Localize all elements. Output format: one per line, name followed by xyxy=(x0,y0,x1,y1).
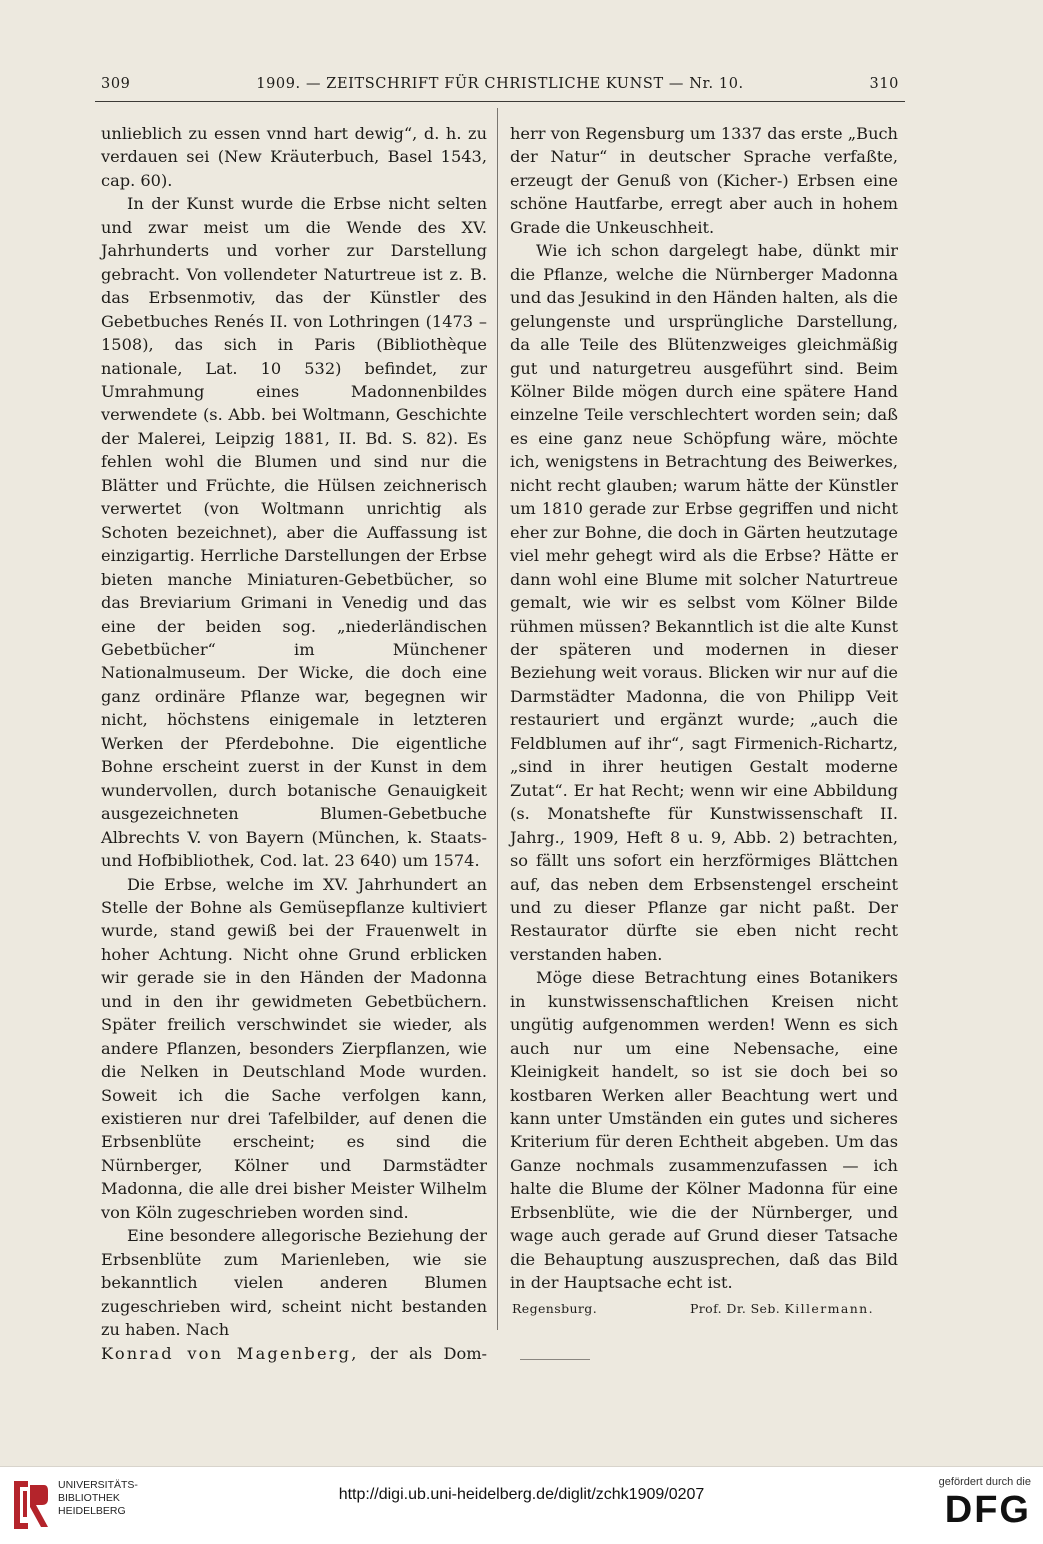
running-header xyxy=(95,72,905,102)
signature-title: Prof. Dr. Seb. xyxy=(689,1300,781,1316)
signature-author xyxy=(690,1297,874,1320)
left-column xyxy=(101,122,487,1365)
end-rule xyxy=(520,1359,590,1360)
right-column xyxy=(510,122,898,1320)
signature-name: Killermann. xyxy=(784,1300,874,1316)
library-name-line3: HEIDELBERG xyxy=(58,1505,126,1517)
page-number-left: 309 xyxy=(101,76,131,92)
dfg-wordmark: DFG xyxy=(944,1489,1031,1531)
column-divider xyxy=(497,108,498,1330)
signature-line xyxy=(510,1297,898,1320)
dfg-logo[interactable] xyxy=(921,1476,1031,1536)
library-name-line2: BIBLIOTHEK xyxy=(58,1492,120,1504)
paragraph-continued xyxy=(101,1342,487,1365)
paragraph: unlieblich zu essen vnnd hart dewig“, d. h. zu verdauen sei (New Kräuterbuch, Basel 1543, cap. 60). xyxy=(101,124,487,190)
paragraph: Die Erbse, welche im XV. Jahrhundert an Stelle der Bohne als Gemüsepflanze kultiviert wurde, stand gewiß bei der Frauenwelt in hoher Achtung. Nicht ohne Grund erblicken wir gerade sie in den Händen der Madonna und in den ihr gewidmeten Gebetbüchern. Später freilich verschwindet sie wieder, als andere Pflanzen, besonders Zierpflanzen, wie die Nelken in Deutschland Mode wurden. Soweit ich die Sache verfolgen kann, existieren nur drei Tafelbilder, auf denen die Erbsenblüte erscheint; es sind die Nürnberger, Kölner und Darmstädter Madonna, die alle drei bisher Meister Wilhelm von Köln zugeschrieben worden sind. xyxy=(101,874,487,1222)
paragraph: Möge diese Betrachtung eines Botanikers in kunstwissenschaftlichen Kreisen nicht ungütig aufgenommen werden! Wenn es sich auch nur um eine Nebensache, eine Kleinigkeit handelt, so ist sie doch bei so kostbaren Werken aller Beachtung wert und kann unter Umständen ein gutes und sicheres Kriterium für deren Echtheit abgeben. Um das Ganze nochmals zusammenzufassen — ich halte die Blume der Kölner Madonna für eine Erbsenblüte, wie die der Nürnberger, und wage auch gerade auf Grund dieser Tatsache die Behauptung auszusprechen, daß das Bild in der Hauptsache echt ist. xyxy=(510,968,898,1293)
paragraph: Eine besondere allegorische Beziehung der Erbsenblüte zum Marienleben, wie sie bekanntlich vielen anderen Blumen zugeschrieben wird, scheint nicht bestanden zu haben. Nach xyxy=(101,1226,487,1340)
journal-title: 1909. — ZEITSCHRIFT FÜR CHRISTLICHE KUNST — Nr. 10. xyxy=(256,76,744,92)
text-fragment: der als Dom- xyxy=(358,1343,488,1363)
footer-bar xyxy=(0,1466,1043,1544)
header-rule xyxy=(95,101,905,102)
paragraph: Wie ich schon dargelegt habe, dünkt mir die Pflanze, welche die Nürnberger Madonna und das Jesukind in den Händen halten, als die gelungenste und ursprüngliche Darstellung, da alle Teile des Blütenzweiges gleichmäßig gut und naturgetreu ausgeführt sind. Beim Kölner Bilde mögen durch eine spätere Hand einzelne Teile verschlechtert worden sein; daß es eine ganz neue Schöpfung wäre, möchte ich, wenigstens in Betrachtung des Beiwerkes, nicht recht glauben; warum hätte der Künstler um 1810 gerade zur Erbse gegriffen und nicht eher zur Bohne, die doch in Gärten heutzutage viel mehr gehegt wird als die Erbse? Hätte er dann wohl eine Blume mit solcher Naturtreue gemalt, wie wir es selbst vom Kölner Bilde rühmen müssen? Bekanntlich ist die alte Kunst der späteren und modernen in dieser Beziehung weit voraus. Blicken wir nur auf die Darmstädter Madonna, die von Philipp Veit restauriert und ergänzt wurde; „auch die Feldblumen auf ihr“, sagt Firmenich-Richartz, „sind in ihrer heutigen Gestalt moderne Zutat“. Er hat Recht; wenn wir eine Abbildung (s. Monatshefte für Kunstwissenschaft II. Jahrg., 1909, Heft 8 u. 9, Abb. 2) betrachten, so fällt uns sofort ein herzförmiges Blättchen auf, das neben dem Erbsenstengel erscheint und zu dieser Pflanze gar nicht paßt. Der Restaurator dürfte sie eben nicht recht verstanden haben. xyxy=(510,241,898,964)
paragraph: herr von Regensburg um 1337 das erste „Buch der Natur“ in deutscher Sprache verfaßte, erzeugt der Genuß von (Kicher-) Erbsen eine schöne Hautfarbe, erregt aber auch in hohem Grade die Unkeuschheit. xyxy=(510,124,898,237)
author-name-spaced: Konrad von Magenberg, xyxy=(101,1343,359,1363)
library-name-line1: UNIVERSITÄTS- xyxy=(58,1479,138,1491)
source-url-link[interactable]: http://digi.ub.uni-heidelberg.de/diglit/zchk1909/0207 xyxy=(338,1486,705,1503)
page-number-right: 310 xyxy=(869,76,899,92)
funding-text: gefördert durch die xyxy=(938,1476,1031,1488)
signature-place: Regensburg. xyxy=(512,1300,598,1316)
paragraph: In der Kunst wurde die Erbse nicht selten und zwar meist um die Wende des XV. Jahrhunderts und vorher zur Darstellung gebracht. Von vollendeter Naturtreue ist z. B. das Erbsenmotiv, das der Künstler des Gebetbuches Renés II. von Lothringen (1473 – 1508), das sich in Paris (Bibliothèque nationale, Lat. 10 532) befindet, zur Umrahmung eines Madonnenbildes verwendete (s. Abb. bei Woltmann, Geschichte der Malerei, Leipzig 1881, II. Bd. S. 82). Es fehlen wohl die Blumen und sind nur die Blätter und Früchte, die Hülsen zeichnerisch verwertet (von Woltmann unrichtig als Schoten bezeichnet), aber die Auffassung ist einzigartig. Herrliche Darstellungen der Erbse bieten manche Miniaturen-Gebetbücher, so das Breviarium Grimani in Venedig und das eine der beiden sog. „niederländischen Gebetbücher“ im Münchener Nationalmuseum. Der Wicke, die doch eine ganz ordinäre Pflanze war, begegnen wir nicht, höchstens einigemale in letzteren Werken der Pferdebohne. Die eigentliche Bohne erscheint zuerst in der Kunst in dem wundervollen, durch botanische Genauigkeit ausgezeichneten Blumen-Gebetbuche Albrechts V. von Bayern (München, k. Staats- und Hofbibliothek, Cod. lat. 23 640) um 1574. xyxy=(101,194,487,871)
